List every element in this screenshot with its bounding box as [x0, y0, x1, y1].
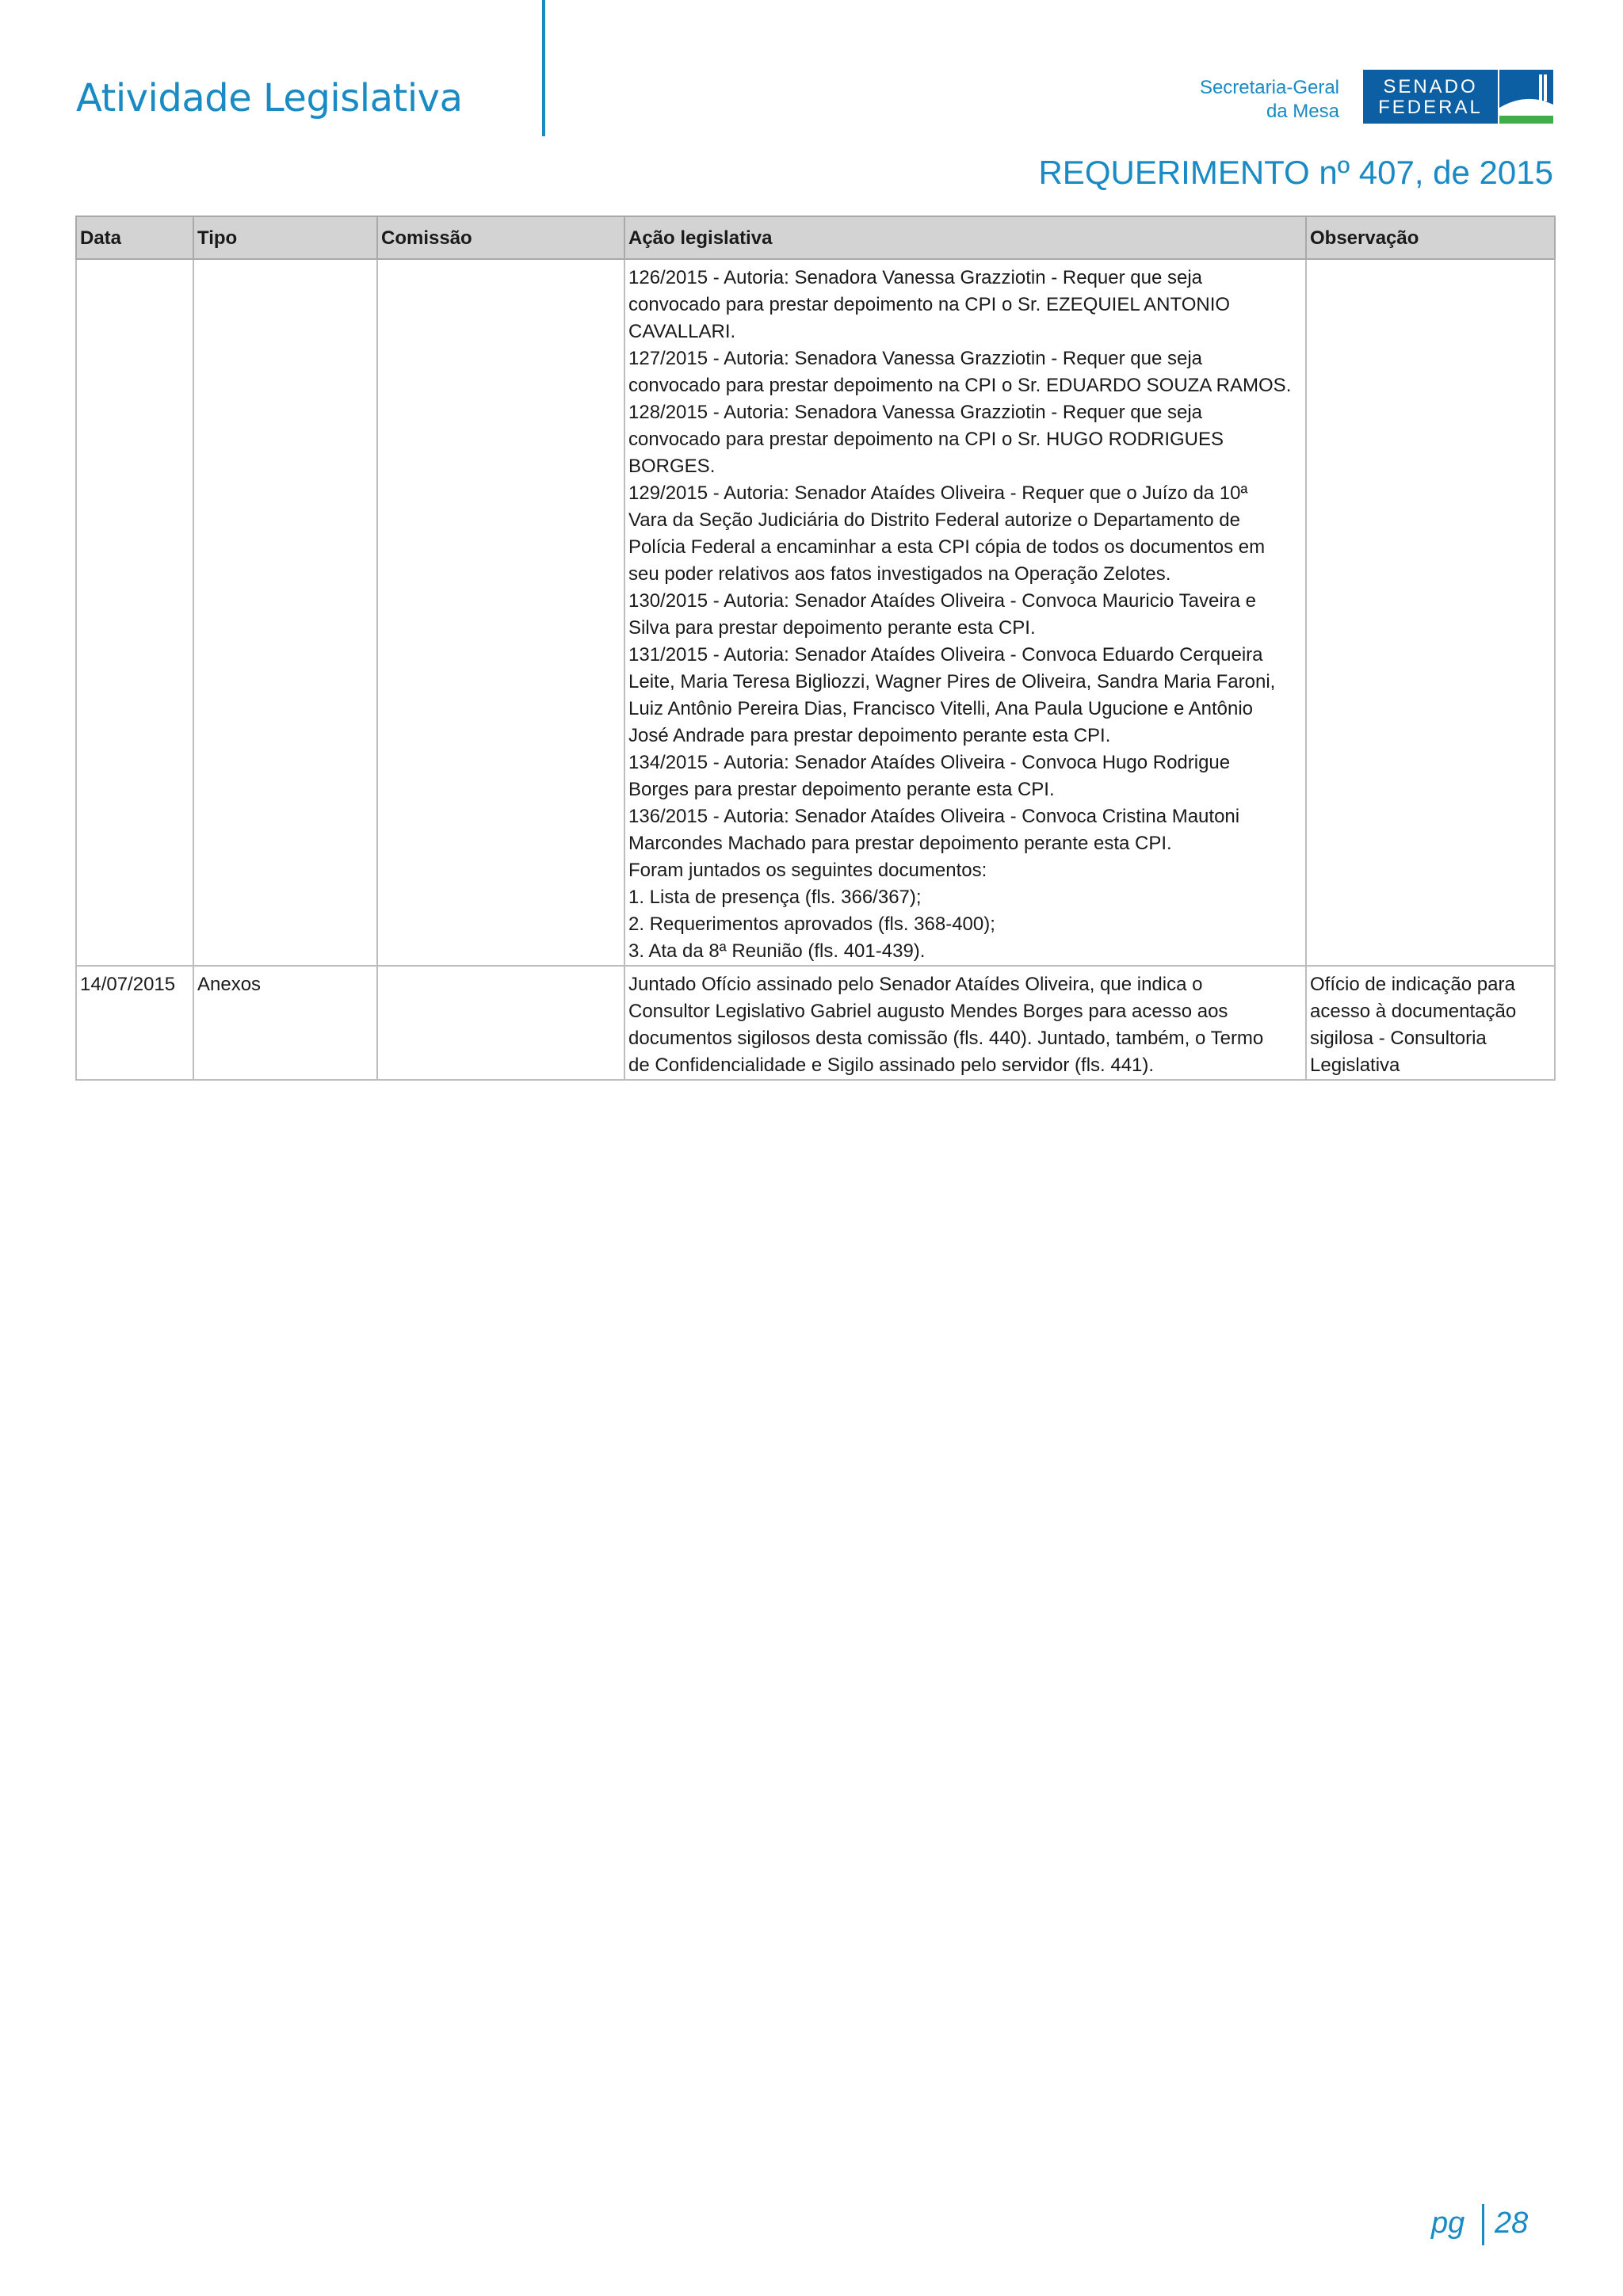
text-line: convocado para prestar depoimento na CPI o Sr. EZEQUIEL ANTONIO	[628, 294, 1231, 315]
cell-tipo	[193, 259, 377, 966]
column-header-comissao: Comissão	[377, 216, 624, 259]
text-line: 2. Requerimentos aprovados (fls. 368-400);	[628, 913, 995, 935]
text-line: 1. Lista de presença (fls. 366/367);	[628, 887, 922, 908]
cell-comissao	[377, 966, 624, 1080]
text-line: convocado para prestar depoimento na CPI o Sr. HUGO RODRIGUES	[628, 429, 1224, 450]
text-line: 131/2015 - Autoria: Senador Ataídes Oliveira - Convoca Eduardo Cerqueira	[628, 644, 1263, 666]
text-line: Borges para prestar depoimento perante esta CPI.	[628, 779, 1055, 800]
legislative-actions-table	[75, 215, 1556, 1081]
cell-observacao	[1306, 966, 1555, 1080]
text-line: 3. Ata da 8ª Reunião (fls. 401-439).	[628, 940, 926, 962]
text-line: Foram juntados os seguintes documentos:	[628, 860, 987, 881]
text-line: Polícia Federal a encaminhar a esta CPI cópia de todos os documentos em	[628, 536, 1266, 558]
table-header-row	[76, 216, 1555, 259]
cell-acao-legislativa	[624, 259, 1306, 966]
logo-line-1: SENADO	[1383, 76, 1478, 97]
page-number-divider	[1482, 2204, 1484, 2245]
cell-tipo: Anexos	[193, 966, 377, 1080]
column-header-observacao: Observação	[1306, 216, 1555, 259]
organization-line-2: da Mesa	[1266, 101, 1339, 122]
column-header-data: Data	[76, 216, 193, 259]
page-label: pg	[1431, 2206, 1465, 2240]
cell-acao-legislativa	[624, 966, 1306, 1080]
text-line: José Andrade para prestar depoimento perante esta CPI.	[628, 725, 1111, 746]
text-line: Luiz Antônio Pereira Dias, Francisco Vitelli, Ana Paula Ugucione e Antônio	[628, 698, 1254, 719]
text-line: 134/2015 - Autoria: Senador Ataídes Oliveira - Convoca Hugo Rodrigue	[628, 752, 1231, 773]
cell-comissao	[377, 259, 624, 966]
text-line: Juntado Ofício assinado pelo Senador Ataídes Oliveira, que indica o	[628, 974, 1203, 995]
text-line: acesso à documentação	[1310, 1001, 1517, 1022]
section-title: Atividade Legislativa	[76, 76, 463, 120]
text-line: Ofício de indicação para	[1310, 974, 1515, 995]
text-line: documentos sigilosos desta comissão (fls. 440). Juntado, também, o Termo	[628, 1028, 1264, 1049]
text-line: seu poder relativos aos fatos investigados na Operação Zelotes.	[628, 563, 1171, 585]
text-line: Marcondes Machado para prestar depoimento perante esta CPI.	[628, 833, 1172, 854]
text-line: 129/2015 - Autoria: Senador Ataídes Oliveira - Requer que o Juízo da 10ª	[628, 482, 1248, 504]
column-header-acao: Ação legislativa	[624, 216, 1306, 259]
text-line: convocado para prestar depoimento na CPI o Sr. EDUARDO SOUZA RAMOS.	[628, 375, 1292, 396]
cell-data	[76, 259, 193, 966]
text-line: 136/2015 - Autoria: Senador Ataídes Oliveira - Convoca Cristina Mautoni	[628, 806, 1240, 827]
cell-observacao	[1306, 259, 1555, 966]
senado-logo	[1363, 70, 1498, 124]
text-line: 130/2015 - Autoria: Senador Ataídes Oliveira - Convoca Mauricio Taveira e	[628, 590, 1256, 612]
column-header-tipo: Tipo	[193, 216, 377, 259]
text-line: Consultor Legislativo Gabriel augusto Mendes Borges para acesso aos	[628, 1001, 1228, 1022]
organization-line-1: Secretaria-Geral	[1199, 77, 1339, 98]
table-row	[76, 259, 1555, 966]
text-line: Legislativa	[1310, 1055, 1400, 1076]
cell-data: 14/07/2015	[76, 966, 193, 1080]
text-line: 127/2015 - Autoria: Senadora Vanessa Grazziotin - Requer que seja	[628, 348, 1203, 369]
text-line: Vara da Seção Judiciária do Distrito Federal autorize o Departamento de	[628, 509, 1240, 531]
logo-line-2: FEDERAL	[1378, 97, 1483, 118]
text-line: BORGES.	[628, 456, 716, 477]
text-line: Leite, Maria Teresa Bigliozzi, Wagner Pires de Oliveira, Sandra Maria Faroni,	[628, 671, 1276, 692]
text-line: 128/2015 - Autoria: Senadora Vanessa Grazziotin - Requer que seja	[628, 402, 1203, 423]
text-line: de Confidencialidade e Sigilo assinado pelo servidor (fls. 441).	[628, 1055, 1155, 1076]
organization-name	[1200, 76, 1339, 124]
text-line: 126/2015 - Autoria: Senadora Vanessa Grazziotin - Requer que seja	[628, 267, 1203, 288]
text-line: Silva para prestar depoimento perante esta CPI.	[628, 617, 1036, 639]
header-divider	[542, 0, 545, 136]
page-number: 28	[1495, 2206, 1529, 2240]
senado-emblem-icon	[1499, 70, 1553, 124]
text-line: sigilosa - Consultoria	[1310, 1028, 1487, 1049]
table-row	[76, 966, 1555, 1080]
text-line: CAVALLARI.	[628, 321, 736, 342]
document-title: REQUERIMENTO nº 407, de 2015	[1038, 154, 1553, 191]
